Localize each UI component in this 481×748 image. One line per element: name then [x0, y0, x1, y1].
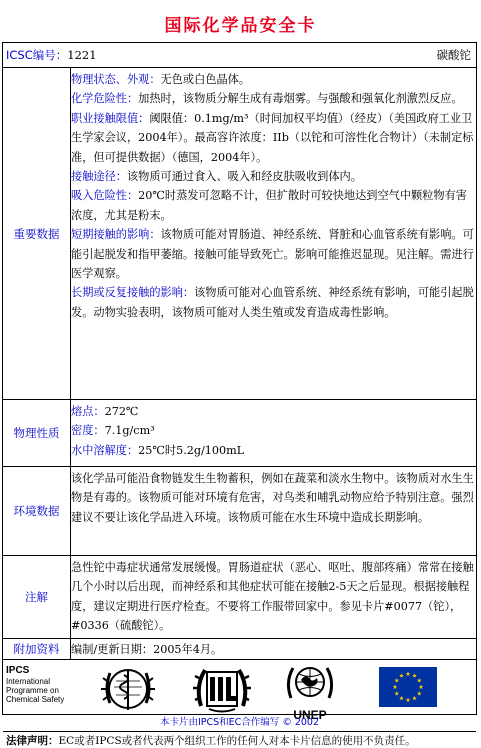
item-key: 长期或反复接触的影响： — [71, 286, 195, 300]
important-data-label: 重要数据 — [3, 68, 71, 399]
item-text: 该物质可能对心血管系统、神经系统有影响，可能引起脱发。动物实验表明，该物质可能对人类生殖或发育造成毒性影响。 — [71, 286, 474, 319]
item-key: 水中溶解度： — [71, 443, 139, 457]
item-text: 25℃时5.2g/100mL — [138, 443, 245, 457]
eu-flag-icon — [379, 667, 437, 707]
ipcs-logo — [6, 666, 64, 704]
important-data-row — [3, 68, 476, 400]
item-text: 加热时，该物质分解生成有毒烟雾。与强酸和强氧化剂激烈反应。 — [138, 92, 463, 106]
item-key: 职业接触限值： — [71, 111, 150, 125]
item-text: 无色或白色晶体。 — [160, 73, 251, 86]
item-text: 该物质可通过食入、吸入和经皮肤吸收到体内。 — [126, 170, 362, 184]
environment-content: 该化学品可能沿食物链发生生物蓄积，例如在蔬菜和淡水生物中。该物质对水生生物是有毒的。该物质可能对环境有危害，对鸟类和哺乳动物应给予特别注意。强烈建议不要让该化学品进入环境。该物质可能在水生环境中造成长期影响。 — [71, 472, 474, 524]
legal-text: EC或者IPCS或者代表两个组织工作的任何人对本卡片信息的使用不负责任。 — [58, 735, 416, 747]
item-key: 吸入危险性： — [71, 189, 139, 203]
legal-label: 法律声明： — [6, 735, 59, 747]
ipcs-title: IPCS — [6, 665, 30, 676]
item-key: 密度： — [71, 424, 105, 438]
safety-card — [2, 42, 477, 747]
item-key: 熔点： — [71, 405, 105, 418]
icsc-number: 1221 — [67, 48, 97, 62]
item-text: 阈限值：0.1mg/m³（时间加权平均值）（经皮）（美国政府工业卫生学家会议，2004年）。最高容许浓度：IIb（以铊和可溶性化合物计）（未制定标准，但可提供数据）（德国，2004年）。 — [71, 111, 474, 164]
notes-row — [3, 556, 476, 639]
who-emblem-icon — [100, 663, 156, 715]
ilo-emblem-icon — [193, 662, 251, 718]
item-key: 物理状态、外观： — [71, 73, 161, 86]
additional-label: 附加资料 — [3, 639, 71, 659]
physical-content — [71, 402, 474, 460]
ipcs-line: International — [6, 677, 51, 686]
physical-label: 物理性质 — [3, 400, 71, 466]
item-text: 7.1g/cm³ — [104, 424, 155, 438]
icsc-label: ICSC编号： — [6, 48, 68, 62]
environment-row — [3, 467, 476, 556]
additional-content: 编制/更新日期：2005年4月。 — [71, 643, 223, 656]
item-text: 该物质可能对胃肠道、神经系统、肾脏和心血管系统有影响。可能引起脱发和指甲萎缩。接触可能导致死亡。影响可能推迟显现。见注解。需进行医学观察。 — [71, 228, 474, 281]
header-row — [3, 43, 476, 68]
unep-label: UNEP — [293, 708, 327, 722]
important-data-content — [71, 70, 474, 322]
item-key: 接触途径： — [71, 170, 127, 184]
notes-content: 急性铊中毒症状通常发展缓慢。胃肠道症状（恶心、呕吐、腹部疼痛）常常在接触几个小时以后出现，而神经系和其他症状可能在接触2-5天之后显现。根据接触程度，建议定期进行医疗检查。不要将工作服带回家中。参见卡片#0077（铊），#0336（硫酸铊）。 — [71, 561, 474, 633]
legal-notice — [6, 734, 473, 748]
card-title: 国际化学品安全卡 — [164, 16, 317, 36]
notes-label: 注解 — [3, 556, 71, 638]
item-text: 272℃ — [104, 405, 139, 418]
ipcs-line: Chemical Safety — [6, 695, 65, 704]
chemical-name: 碳酸铊 — [436, 48, 471, 62]
logos-row — [3, 660, 476, 732]
item-text: 20℃时蒸发可忽略不计，但扩散时可较快地达到空气中颗粒物有害浓度，尤其是粉末。 — [71, 189, 467, 222]
additional-row — [3, 639, 476, 660]
ipcs-line: Programme on — [6, 686, 59, 695]
item-key: 化学危险性： — [71, 92, 139, 106]
physical-row — [3, 400, 476, 467]
item-key: 短期接触的影响： — [71, 228, 161, 242]
environment-label: 环境数据 — [3, 467, 71, 555]
unep-emblem-icon — [285, 660, 335, 708]
footer-caption: 本卡片由IPCS和EC合作编写 © 2002 — [159, 717, 320, 728]
